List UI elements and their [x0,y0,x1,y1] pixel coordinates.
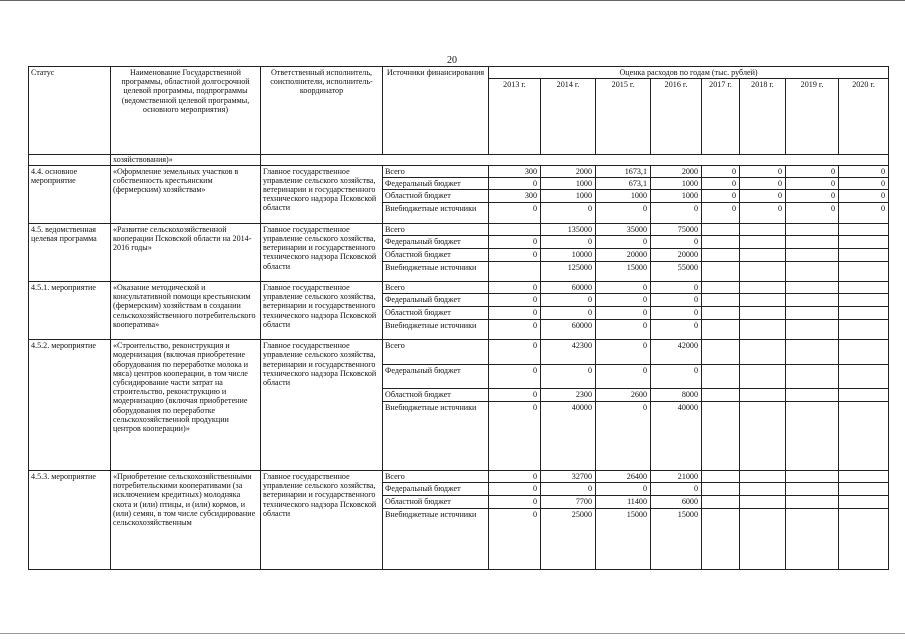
amount-cell: 0 [596,483,651,495]
amount-cell [702,388,740,401]
amount-cell [702,248,740,261]
amount-cell [786,236,839,248]
funding-source: Областной бюджет [383,306,489,319]
amount-cell [702,364,740,388]
amount-cell: 125000 [541,261,596,281]
amount-cell: 0 [489,402,541,471]
amount-cell [702,294,740,306]
amount-cell: 35000 [596,223,651,235]
amount-cell [740,248,786,261]
funding-source: Всего [383,223,489,235]
amount-cell: 25000 [541,509,596,570]
section-name: «Приобретение сельскохозяйственными потребительскими кооперативами (за исключением кредитных) молодняка скота и (или) птицы, и (или) кормов, и (или) семян, в том числе субсидирование сельскохозяйственным [111,471,261,570]
amount-cell: 0 [839,203,889,223]
section-responsible: Главное государственное управление сельского хозяйства, ветеринарии и государственного технического надзора Псковской области [261,165,383,223]
amount-cell [786,388,839,401]
amount-cell [740,402,786,471]
amount-cell: 60000 [541,319,596,339]
funding-source: Всего [383,471,489,483]
amount-cell: 0 [596,319,651,339]
amount-cell: 1000 [651,190,702,203]
funding-source: Всего [383,281,489,293]
amount-cell: 75000 [651,223,702,235]
amount-cell [740,281,786,293]
header-year: 2020 г. [839,79,889,155]
amount-cell: 1000 [541,177,596,189]
amount-cell: 15000 [596,261,651,281]
amount-cell [786,364,839,388]
amount-cell: 0 [651,281,702,293]
table-row [29,223,889,235]
amount-cell: 135000 [541,223,596,235]
header-program-name: Наименование Государственной программы, областной долгосрочной целевой программы, подпрограммы (ведомственной целевой программы, основного мероприятия) [111,67,261,155]
funding-source: Внебюджетные источники [383,203,489,223]
amount-cell: 0 [489,306,541,319]
table-row [29,471,889,483]
amount-cell [786,248,839,261]
amount-cell [740,495,786,508]
amount-cell: 0 [740,177,786,189]
funding-source: Федеральный бюджет [383,177,489,189]
funding-source: Всего [383,165,489,177]
amount-cell [839,236,889,248]
amount-cell: 0 [651,364,702,388]
amount-cell [839,364,889,388]
amount-cell [740,236,786,248]
amount-cell: 0 [489,177,541,189]
amount-cell: 0 [596,306,651,319]
funding-source: Областной бюджет [383,388,489,401]
amount-cell: 0 [839,190,889,203]
amount-cell: 21000 [651,471,702,483]
header-year: 2017 г. [702,79,740,155]
amount-cell [702,402,740,471]
amount-cell: 0 [651,483,702,495]
amount-cell [786,261,839,281]
table-row [29,340,889,364]
amount-cell: 0 [541,364,596,388]
funding-source: Федеральный бюджет [383,236,489,248]
amount-cell [786,495,839,508]
amount-cell [839,340,889,364]
header-year: 2014 г. [541,79,596,155]
table-row [29,165,889,177]
amount-cell: 0 [651,203,702,223]
amount-cell [839,402,889,471]
amount-cell: 300 [489,190,541,203]
amount-cell: 11400 [596,495,651,508]
amount-cell: 0 [651,306,702,319]
amount-cell: 0 [541,294,596,306]
amount-cell: 0 [489,319,541,339]
amount-cell [702,471,740,483]
amount-cell [702,223,740,235]
amount-cell: 0 [489,294,541,306]
header-year: 2013 г. [489,79,541,155]
amount-cell [839,509,889,570]
funding-source: Областной бюджет [383,495,489,508]
scan-bottom-edge [0,633,905,634]
amount-cell [489,261,541,281]
amount-cell: 0 [489,248,541,261]
header-year: 2018 г. [740,79,786,155]
amount-cell [786,509,839,570]
amount-cell: 2000 [651,165,702,177]
section-responsible: Главное государственное управление сельского хозяйства, ветеринарии и государственного технического надзора Псковской области [261,340,383,471]
section-status: 4.5.3. мероприятие [29,471,111,570]
amount-cell: 0 [596,236,651,248]
amount-cell [702,306,740,319]
amount-cell: 1673,1 [596,165,651,177]
amount-cell [702,509,740,570]
amount-cell: 8000 [651,388,702,401]
amount-cell: 0 [489,203,541,223]
amount-cell: 0 [651,294,702,306]
amount-cell: 0 [596,203,651,223]
amount-cell [786,402,839,471]
amount-cell [839,483,889,495]
amount-cell [740,471,786,483]
amount-cell: 0 [489,483,541,495]
amount-cell [489,223,541,235]
amount-cell [786,281,839,293]
funding-source: Внебюджетные источники [383,402,489,471]
amount-cell: 0 [489,236,541,248]
header-year: 2016 г. [651,79,702,155]
header-estimate: Оценка расходов по годам (тыс. рублей) [489,67,889,79]
scan-top-edge [0,0,905,1]
amount-cell: 26400 [596,471,651,483]
amount-cell: 60000 [541,281,596,293]
amount-cell [740,388,786,401]
funding-source: Внебюджетные источники [383,319,489,339]
amount-cell: 2300 [541,388,596,401]
amount-cell: 42300 [541,340,596,364]
amount-cell [786,340,839,364]
amount-cell [839,223,889,235]
funding-source: Федеральный бюджет [383,483,489,495]
amount-cell: 0 [702,190,740,203]
section-status: 4.5.1. мероприятие [29,281,111,339]
expenditure-table [28,66,889,570]
amount-cell [786,471,839,483]
funding-source: Областной бюджет [383,190,489,203]
amount-cell: 32700 [541,471,596,483]
amount-cell [786,223,839,235]
amount-cell: 1000 [596,190,651,203]
table-row [29,281,889,293]
amount-cell [786,294,839,306]
header-year: 2019 г. [786,79,839,155]
section-name: «Строительство, реконструкция и модернизация (включая приобретение оборудования по переработке молока и мяса) центров кооперации, в том числе субсидирование части затрат на строительство, реконструкцию и модернизацию (включая приобретение оборудования по переработке сельскохозяйственной продукции центров кооперации)» [111,340,261,471]
amount-cell [786,483,839,495]
amount-cell [839,388,889,401]
funding-source: Всего [383,340,489,364]
amount-cell [839,294,889,306]
section-responsible: Главное государственное управление сельского хозяйства, ветеринарии и государственного технического надзора Псковской области [261,223,383,281]
funding-source: Областной бюджет [383,248,489,261]
amount-cell: 0 [596,294,651,306]
amount-cell: 0 [786,190,839,203]
amount-cell [740,483,786,495]
amount-cell: 2000 [541,165,596,177]
amount-cell: 0 [489,281,541,293]
amount-cell: 0 [702,203,740,223]
amount-cell [740,223,786,235]
funding-source: Внебюджетные источники [383,261,489,281]
continuation-empty-cell [261,155,889,165]
amount-cell: 0 [489,471,541,483]
amount-cell: 0 [541,306,596,319]
funding-source: Внебюджетные источники [383,509,489,570]
amount-cell [839,495,889,508]
amount-cell: 0 [596,364,651,388]
amount-cell [702,495,740,508]
amount-cell [702,281,740,293]
amount-cell: 1000 [541,190,596,203]
section-name: «Развитие сельскохозяйственной кооперации Псковской области на 2014-2016 годы» [111,223,261,281]
amount-cell: 0 [702,165,740,177]
amount-cell: 20000 [596,248,651,261]
amount-cell: 10000 [541,248,596,261]
amount-cell [702,236,740,248]
amount-cell [839,281,889,293]
section-status: 4.5. ведомственная целевая программа [29,223,111,281]
section-status: 4.4. основное мероприятие [29,165,111,223]
continuation-status-cell [29,155,111,165]
header-status: Статус [29,67,111,155]
header-responsible: Ответственный исполнитель, соисполнители, исполнитель-координатор [261,67,383,155]
amount-cell: 40000 [651,402,702,471]
amount-cell: 0 [702,177,740,189]
amount-cell: 1000 [651,177,702,189]
amount-cell [839,319,889,339]
amount-cell: 0 [786,203,839,223]
amount-cell: 15000 [596,509,651,570]
amount-cell: 15000 [651,509,702,570]
amount-cell: 0 [489,495,541,508]
amount-cell: 20000 [651,248,702,261]
amount-cell [740,340,786,364]
amount-cell: 0 [839,165,889,177]
amount-cell: 42000 [651,340,702,364]
amount-cell: 0 [489,509,541,570]
header-year: 2015 г. [596,79,651,155]
amount-cell [839,471,889,483]
amount-cell: 0 [489,340,541,364]
amount-cell [786,319,839,339]
amount-cell: 0 [740,190,786,203]
amount-cell: 0 [740,203,786,223]
amount-cell [740,319,786,339]
section-responsible: Главное государственное управление сельского хозяйства, ветеринарии и государственного технического надзора Псковской области [261,471,383,570]
header-sources: Источники финансирования [383,67,489,155]
amount-cell: 0 [786,177,839,189]
section-name: «Оказание методической и консультативной помощи крестьянским (фермерским) хозяйствам в создании сельскохозяйственного потребительского кооператива» [111,281,261,339]
amount-cell: 0 [740,165,786,177]
amount-cell [702,319,740,339]
amount-cell: 2600 [596,388,651,401]
amount-cell [740,364,786,388]
funding-source: Федеральный бюджет [383,294,489,306]
continuation-text: хозяйствования)» [111,155,261,165]
amount-cell: 0 [651,319,702,339]
amount-cell [702,340,740,364]
amount-cell: 0 [839,177,889,189]
amount-cell: 0 [786,165,839,177]
amount-cell: 0 [489,388,541,401]
amount-cell: 0 [596,281,651,293]
amount-cell: 7700 [541,495,596,508]
amount-cell: 55000 [651,261,702,281]
amount-cell: 0 [596,402,651,471]
amount-cell: 40000 [541,402,596,471]
amount-cell: 0 [651,236,702,248]
amount-cell [740,509,786,570]
amount-cell: 673,1 [596,177,651,189]
amount-cell [702,261,740,281]
amount-cell: 0 [596,340,651,364]
amount-cell: 0 [489,364,541,388]
amount-cell: 0 [541,236,596,248]
page-number: 20 [447,55,457,66]
funding-source: Федеральный бюджет [383,364,489,388]
section-name: «Оформление земельных участков в собственность крестьянским (фермерским) хозяйствам» [111,165,261,223]
section-responsible: Главное государственное управление сельского хозяйства, ветеринарии и государственного технического надзора Псковской области [261,281,383,339]
amount-cell [839,306,889,319]
amount-cell: 6000 [651,495,702,508]
amount-cell [839,248,889,261]
amount-cell [786,306,839,319]
amount-cell [740,306,786,319]
amount-cell: 0 [541,203,596,223]
amount-cell: 0 [541,483,596,495]
amount-cell [702,483,740,495]
amount-cell: 300 [489,165,541,177]
amount-cell [740,294,786,306]
amount-cell [839,261,889,281]
amount-cell [740,261,786,281]
section-status: 4.5.2. мероприятие [29,340,111,471]
